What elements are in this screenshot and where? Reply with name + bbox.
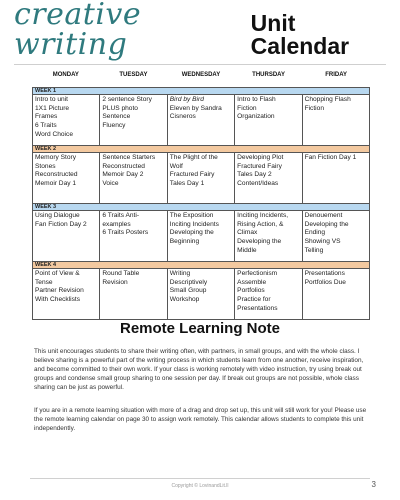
cell-line: Point of View & bbox=[35, 270, 80, 277]
cell-line: Inciting Incidents, bbox=[237, 212, 289, 219]
calendar-cell-tuesday bbox=[100, 211, 167, 262]
cell-line: Presentations bbox=[304, 270, 345, 277]
cell-line: Wolf bbox=[169, 162, 183, 170]
footer-divider bbox=[30, 478, 370, 479]
cell-line: Bird by Bird bbox=[169, 96, 204, 103]
calendar-cell-monday bbox=[33, 269, 100, 320]
cell-line: Descriptively bbox=[169, 278, 208, 286]
calendar-cell-wednesday bbox=[167, 269, 234, 320]
cell-line: Small Group bbox=[169, 287, 207, 295]
cell-line: Developing the bbox=[169, 229, 214, 237]
cell-line: Fiction bbox=[237, 104, 257, 112]
cell-line: 2 sentence Story bbox=[102, 96, 152, 103]
cell-line: Intro to Flash bbox=[237, 96, 276, 103]
cell-line: Workshop bbox=[169, 296, 200, 304]
calendar-cell-friday bbox=[302, 211, 369, 262]
cell-line: Presentations bbox=[237, 304, 278, 312]
day-header-tuesday: TUESDAY bbox=[119, 72, 148, 78]
cell-line: Organization bbox=[237, 113, 275, 121]
cell-line: Showing VS bbox=[304, 238, 341, 246]
week-content-row bbox=[33, 211, 370, 262]
cell-line: Developing the bbox=[304, 220, 349, 228]
cell-line: Sentence Starters bbox=[102, 154, 156, 161]
cell-line: Climax bbox=[237, 229, 258, 237]
cell-line: Memoir Day 1 bbox=[35, 180, 77, 188]
cell-line: Memoir Day 2 bbox=[102, 171, 144, 179]
cell-line: Inciting Incidents bbox=[169, 220, 219, 228]
cell-line: Intro to unit bbox=[35, 96, 68, 103]
week-header-row bbox=[33, 146, 370, 153]
script-title: creative writing bbox=[14, 0, 142, 62]
cell-line: Tales Day 2 bbox=[237, 171, 272, 179]
cell-line: The Plight of the bbox=[169, 154, 218, 161]
week-content-row bbox=[33, 153, 370, 204]
cell-line: Partner Revision bbox=[35, 287, 84, 295]
page-title: Unit Calendar bbox=[250, 10, 350, 59]
remote-note-paragraph-2: If you are in a remote learning situation with more of a drag and drop set up, this unit will still work for you! Please use the remote learning calendar on page 30 to assign work remotely. This calendar allows students to complete this unit independently. bbox=[34, 407, 367, 433]
cell-line: The Exposition bbox=[169, 212, 214, 219]
calendar-cell-monday bbox=[33, 95, 100, 146]
week-content-row bbox=[33, 95, 370, 146]
calendar-cell-monday bbox=[33, 153, 100, 204]
header-divider bbox=[14, 64, 386, 65]
cell-line: Ending bbox=[304, 229, 326, 237]
day-header-thursday: THURSDAY bbox=[252, 72, 285, 78]
cell-line: Using Dialogue bbox=[35, 212, 80, 219]
cell-line: Memory Story bbox=[35, 154, 77, 161]
cell-line: Assemble bbox=[237, 278, 267, 286]
calendar-cell-wednesday bbox=[167, 211, 234, 262]
cell-line: Voice bbox=[102, 180, 119, 188]
calendar-cell-friday bbox=[302, 95, 369, 146]
calendar-cell-thursday bbox=[235, 211, 302, 262]
calendar-cell-thursday bbox=[235, 269, 302, 320]
week-content-row bbox=[33, 269, 370, 320]
week-label: WEEK 3 bbox=[33, 204, 370, 211]
cell-line: Fluency bbox=[102, 122, 126, 130]
cell-line: Developing the bbox=[237, 238, 282, 246]
cell-line: 1X1 Picture bbox=[35, 104, 70, 112]
copyright: Copyright © LovinandLit.ll bbox=[171, 483, 229, 489]
cell-line: With Checklists bbox=[35, 296, 81, 304]
cell-line: Content/Ideas bbox=[237, 180, 279, 188]
cell-line: Portfolios Due bbox=[304, 278, 346, 286]
cell-line: Tales Day 1 bbox=[169, 180, 205, 188]
cell-line: Fan Fiction Day 2 bbox=[35, 220, 87, 228]
week-header-row bbox=[33, 204, 370, 211]
cell-line: Cisneros bbox=[169, 113, 196, 121]
cell-line: Reconstructed bbox=[35, 171, 78, 179]
cell-line: Word Choice bbox=[35, 130, 73, 138]
calendar-cell-friday bbox=[302, 153, 369, 204]
cell-line: Telling bbox=[304, 246, 324, 254]
cell-line: Practice for bbox=[237, 296, 271, 304]
cell-line: 6 Traits bbox=[35, 122, 57, 130]
calendar-table bbox=[32, 87, 370, 320]
cell-line: Portfolios bbox=[237, 287, 265, 295]
week-header-row bbox=[33, 88, 370, 95]
cell-line: Round Table bbox=[102, 270, 140, 277]
cell-line: Eleven by Sandra bbox=[169, 104, 222, 112]
cell-line: Tense bbox=[35, 278, 53, 286]
week-label: WEEK 1 bbox=[33, 88, 370, 95]
header bbox=[14, 0, 386, 62]
cell-line: Writing bbox=[169, 270, 191, 277]
calendar-cell-wednesday bbox=[167, 153, 234, 204]
calendar-cell-tuesday bbox=[100, 95, 167, 146]
week-label: WEEK 4 bbox=[33, 262, 370, 269]
cell-line: Rising Action, & bbox=[237, 220, 284, 228]
calendar-cell-wednesday bbox=[167, 95, 234, 146]
calendar-cell-thursday bbox=[235, 95, 302, 146]
cell-line: examples bbox=[102, 220, 131, 228]
cell-line: 6 Traits Posters bbox=[102, 229, 149, 237]
day-header-monday: MONDAY bbox=[52, 72, 79, 78]
cell-line: Reconstructed bbox=[102, 162, 145, 170]
cell-line: Middle bbox=[237, 246, 257, 254]
remote-note-title: Remote Learning Note bbox=[119, 320, 281, 337]
cell-line: Sentence bbox=[102, 113, 131, 121]
calendar-cell-thursday bbox=[235, 153, 302, 204]
page-number: 3 bbox=[371, 480, 376, 489]
cell-line: Fiction bbox=[304, 104, 324, 112]
cell-line: Perfectionism bbox=[237, 270, 278, 277]
week-header-row bbox=[33, 262, 370, 269]
day-header-wednesday: WEDNESDAY bbox=[181, 72, 221, 78]
calendar-cell-tuesday bbox=[100, 153, 167, 204]
cell-line: Revision bbox=[102, 278, 128, 286]
cell-line: 6 Traits Anti- bbox=[102, 212, 140, 219]
cell-line: Frames bbox=[35, 113, 58, 121]
cell-line: Denouement bbox=[304, 212, 343, 219]
cell-line: Developing Plot bbox=[237, 154, 284, 161]
cell-line: PLUS photo bbox=[102, 104, 138, 112]
week-label: WEEK 2 bbox=[33, 146, 370, 153]
cell-line: Fractured Fairy bbox=[237, 162, 282, 170]
cell-line: Fractured Fairy bbox=[169, 171, 215, 179]
cell-line: Chopping Flash bbox=[304, 96, 351, 103]
remote-note-paragraph-1: This unit encourages students to share their writing often, with partners, in small groups, and with the whole class. I believe sharing is a powerful part of the writing process in which students learn from one another, receive inspiration, and become committed to their own work. If your class is working remotely with video instruction, try using break out groups and condense small group sharing to one session per day. If break out groups are not possible, whole class sharing can be just as powerful. bbox=[34, 348, 364, 392]
calendar-cell-tuesday bbox=[100, 269, 167, 320]
calendar-cell-friday bbox=[302, 269, 369, 320]
day-header-row bbox=[32, 72, 370, 82]
calendar-cell-monday bbox=[33, 211, 100, 262]
day-header-friday: FRIDAY bbox=[325, 72, 348, 78]
cell-line: Stones bbox=[35, 162, 56, 170]
cell-line: Fan Fiction Day 1 bbox=[304, 154, 357, 161]
cell-line: Beginning bbox=[169, 238, 200, 246]
